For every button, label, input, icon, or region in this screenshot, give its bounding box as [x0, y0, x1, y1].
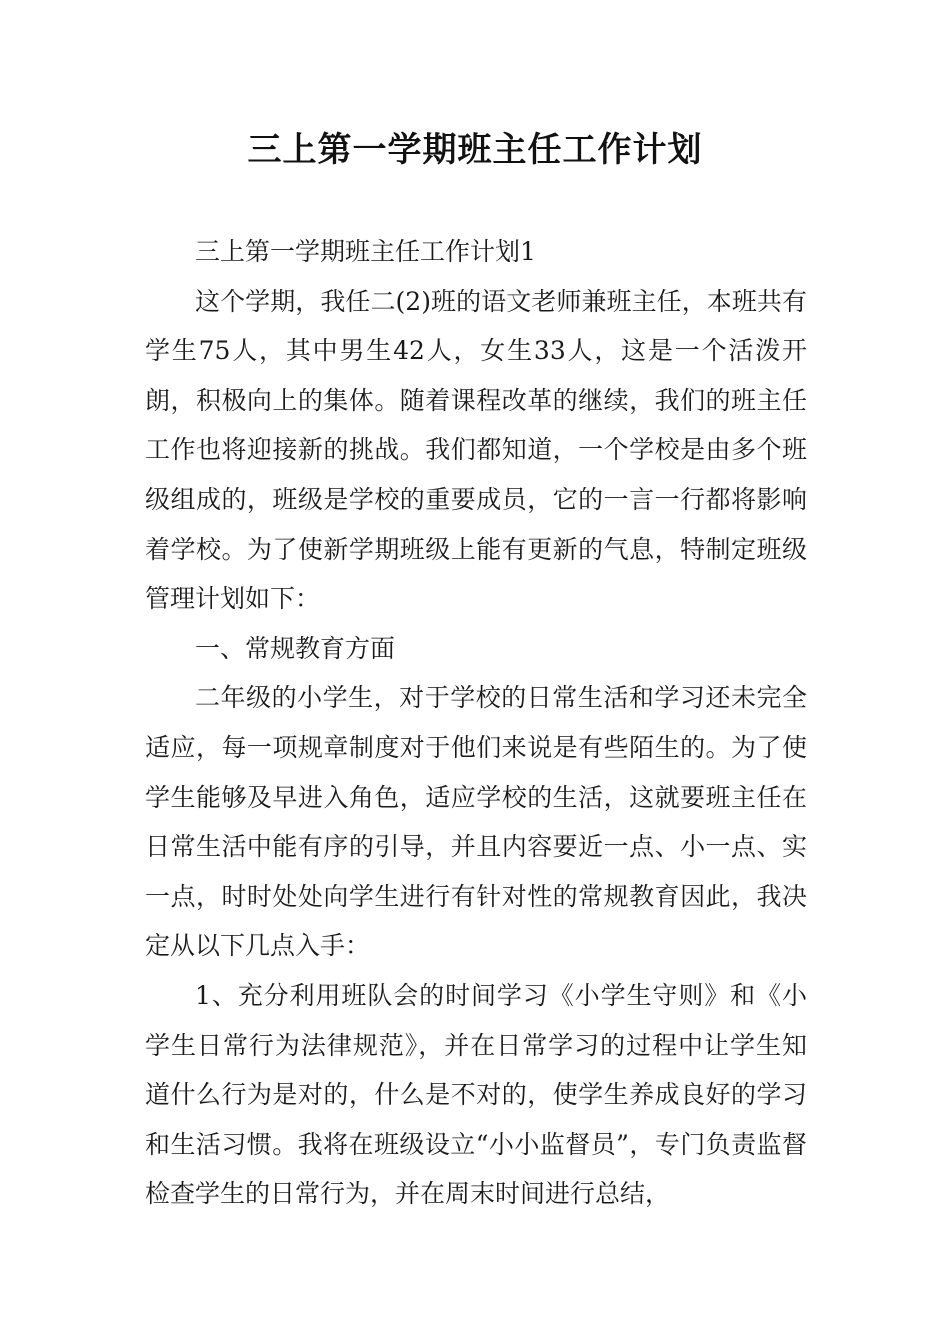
paragraph: 1、充分利用班队会的时间学习《小学生守则》和《小学生日常行为法律规范》，并在日常学习的过程中让学生知道什么行为是对的，什么是不对的，使学生养成良好的学习和生活习惯。我将在班级设立“小小监督员”，专门负责监督检查学生的日常行为，并在周末时间进行总结， — [145, 980, 807, 1209]
section-heading: 三上第一学期班主任工作计划1 — [195, 237, 536, 266]
document-body — [145, 227, 807, 1219]
document-title: 三上第一学期班主任工作计划 — [247, 130, 703, 170]
paragraph: 这个学期，我任二(2)班的语文老师兼班主任，本班共有学生75人，其中男生42人，女生33人，这是一个活泼开朗，积极向上的集体。随着课程改革的继续，我们的班主任工作也将迎接新的挑战。我们都知道，一个学校是由多个班级组成的，班级是学校的重要成员，它的一言一行都将影响着学校。为了使新学期班级上能有更新的气息，特制定班级管理计划如下： — [145, 286, 807, 614]
paragraph: 二年级的小学生，对于学校的日常生活和学习还未完全适应，每一项规章制度对于他们来说是有些陌生的。为了使学生能够及早进入角色，适应学校的生活，这就要班主任在日常生活中能有序的引导，并且内容要近一点、小一点、实一点，时时处处向学生进行有针对性的常规教育因此，我决定从以下几点入手： — [145, 683, 807, 961]
section-heading: 一、常规教育方面 — [195, 633, 396, 663]
